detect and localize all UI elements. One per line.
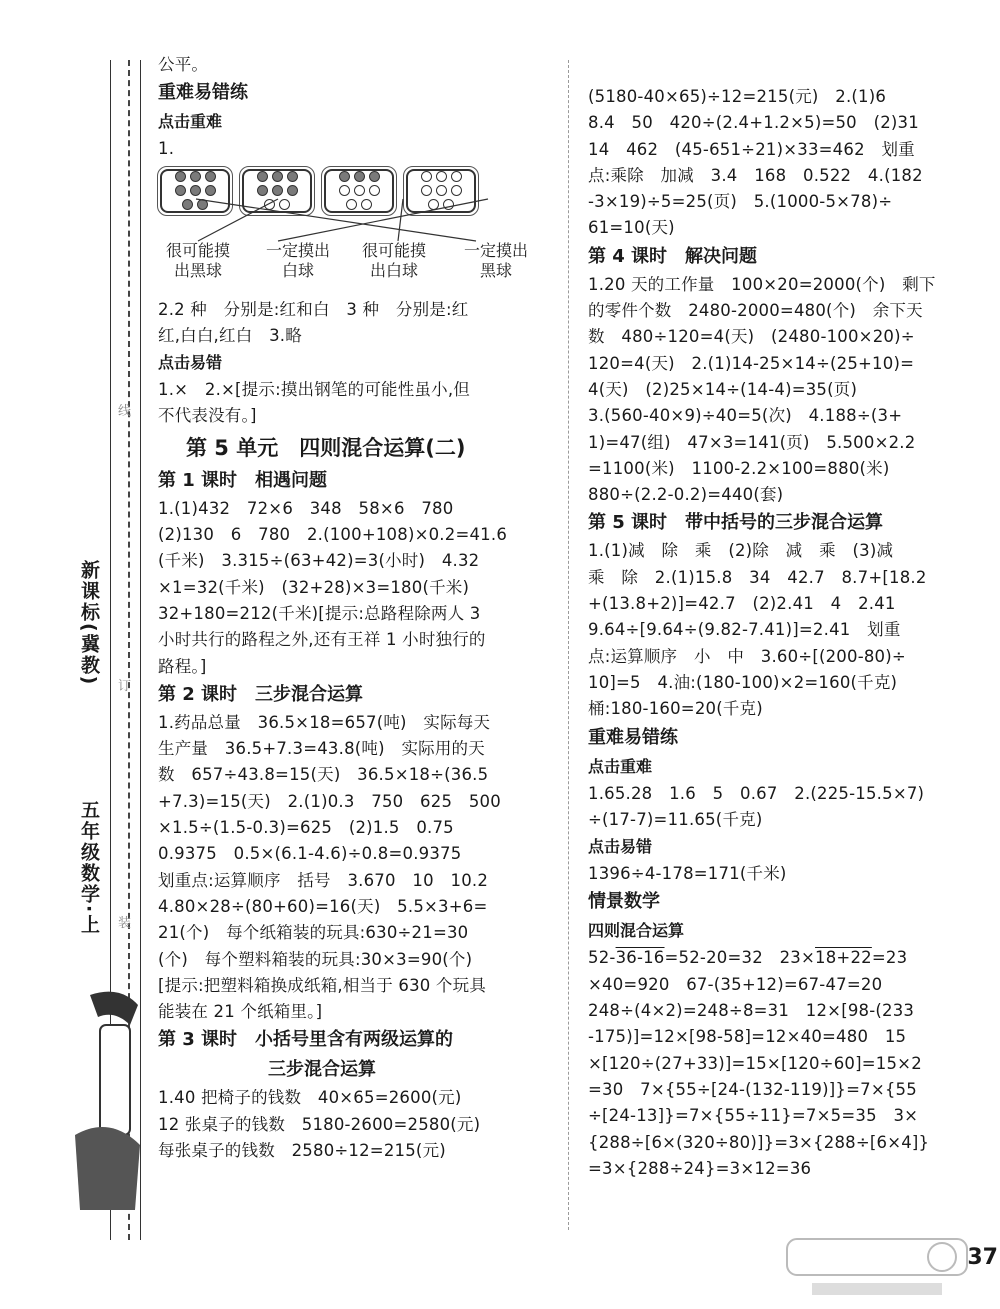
text-line: 21(个) 每个纸箱装的玩具:630÷21=30	[158, 923, 469, 943]
text-line: (个) 每个塑料箱装的玩具:30×3=90(个)	[158, 949, 473, 969]
text-line: ÷[24-13]}=7×{55÷11}=7×5=35 3×	[588, 1106, 919, 1126]
unit-title: 第 5 单元 四则混合运算(二)	[186, 435, 466, 460]
page-number: 37	[967, 1245, 998, 1270]
text-line: +(13.8+2)]=42.7 (2)2.41 4 2.41	[588, 594, 896, 614]
text-line: 1.× 2.×[提示:摸出钢笔的可能性虽小,但	[158, 380, 470, 400]
text-line: 红,白白,红白 3.略	[158, 325, 302, 345]
text-line: 4.80×28÷(80+60)=16(天) 5.5×3+6=	[158, 896, 488, 916]
text-line	[588, 945, 978, 971]
text-line: [提示:把塑料箱换成纸箱,相当于 630 个玩具	[158, 975, 487, 995]
text-line: 1.(1)432 72×6 348 58×6 780	[158, 498, 454, 518]
text-line: 小时共行的路程之外,还有王祥 1 小时独行的	[158, 630, 486, 650]
text-line: 划重点:运算顺序 括号 3.670 10 10.2	[158, 870, 489, 890]
text-line: ×[120÷(27+33)]=15×[120÷60]=15×2	[588, 1053, 922, 1073]
section-heading: 重难易错练	[588, 726, 678, 748]
brand-logo	[60, 985, 160, 1215]
text-line: {288÷[6×(320÷80)]}=3×{288÷[6×4]}	[588, 1132, 930, 1152]
text-fragment: 52-	[588, 948, 616, 968]
text-line: (千米) 3.315÷(63+42)=3(小时) 4.32	[158, 551, 480, 571]
text-line: 1.(1)减 除 乘 (2)除 减 乘 (3)减	[588, 541, 894, 561]
text-line: 数 657÷43.8=15(天) 36.5×18÷(36.5	[158, 765, 489, 785]
text-line: 2.2 种 分别是:红和白 3 种 分别是:红	[158, 299, 469, 319]
text-line: 32+180=212(千米)[提示:总路程除两人 3	[158, 603, 481, 623]
text-line: 1396÷4-178=171(千米)	[588, 864, 787, 884]
text-line: 0.9375 0.5×(6.1-4.6)÷0.8=0.9375	[158, 844, 462, 864]
text-line: 乘 除 2.(1)15.8 34 42.7 8.7+[18.2	[588, 567, 927, 587]
right-column	[588, 84, 978, 1182]
match-label: 很可能摸出白球	[361, 240, 426, 280]
text-line: 880÷(2.2-0.2)=440(套)	[588, 485, 784, 505]
section-heading: 重难易错练	[158, 82, 248, 104]
subsection-heading: 点击易错	[158, 353, 223, 373]
text-line: 4(天) (2)25×14÷(14-4)=35(页)	[588, 379, 858, 399]
text-line: =1100(米) 1100-2.2×100=880(米)	[588, 458, 890, 478]
overlined-expression: 18+22	[815, 948, 872, 968]
subsection-heading: 点击重难	[158, 112, 223, 132]
lesson-heading: 第 5 课时 带中括号的三步混合运算	[588, 512, 884, 534]
text-line: 生产量 36.5+7.3=43.8(吨) 实际用的天	[158, 739, 485, 759]
text-line: (5180-40×65)÷12=215(元) 2.(1)6	[588, 87, 887, 106]
text-line: 120=4(天) 2.(1)14-25×14÷(25+10)=	[588, 353, 915, 373]
text-line: 248÷(4×2)=248÷8=31 12×[98-(233	[588, 1001, 915, 1021]
match-labels	[158, 241, 553, 297]
text-line: =30 7×{55÷[24-(132-119)]}=7×{55	[588, 1079, 917, 1099]
binding-mark-xian: 线	[118, 404, 132, 419]
text-line: ×1=32(千米) (32+28)×3=180(千米)	[158, 577, 470, 597]
text-line: 公平。	[158, 55, 209, 74]
overlined-expression: 36-16	[615, 948, 665, 968]
text-line: +7.3)=15(天) 2.(1)0.3 750 625 500	[158, 791, 501, 811]
lesson-heading: 第 3 课时 小括号里含有两级运算的	[158, 1029, 454, 1051]
text-line: 数 480÷120=4(天) (2480-100×20)÷	[588, 327, 915, 347]
watermark-logo	[782, 1231, 972, 1301]
text-line: 1.65.28 1.6 5 0.67 2.(225-15.5×7)	[588, 783, 925, 803]
text-line: 10]=5 4.油:(180-100)×2=160(千克)	[588, 672, 898, 692]
text-line: 点:运算顺序 小 中 3.60÷[(200-80)÷	[588, 646, 906, 666]
text-line: 3.(560-40×9)÷40=5(次) 4.188÷(3+	[588, 406, 903, 426]
lesson-heading: 第 2 课时 三步混合运算	[158, 683, 364, 705]
text-line: 能装在 21 个纸箱里。]	[158, 1002, 323, 1022]
lesson-heading-cont: 三步混合运算	[268, 1059, 376, 1081]
text-line: 路程。]	[158, 656, 207, 676]
text-line: 12 张桌子的钱数 5180-2600=2580(元)	[158, 1114, 481, 1134]
text-fragment: =52-20=32 23×	[664, 948, 816, 968]
lesson-heading: 第 1 课时 相遇问题	[158, 469, 328, 491]
question-number: 1.	[158, 139, 175, 159]
match-label: 一定摸出白球	[265, 240, 330, 280]
lesson-heading: 第 4 课时 解决问题	[588, 245, 758, 267]
subsection-heading: 点击重难	[588, 756, 653, 776]
section-heading: 情景数学	[588, 891, 660, 913]
text-line: ÷(17-7)=11.65(千克)	[588, 809, 763, 829]
series-label: 新课标(冀教)	[78, 560, 100, 687]
match-label: 很可能摸出黑球	[165, 240, 230, 280]
text-line: 每张桌子的钱数 2580÷12=215(元)	[158, 1141, 446, 1161]
text-line: 的零件个数 2480-2000=480(个) 余下天	[588, 301, 923, 321]
watermark-graphic	[782, 1231, 972, 1301]
text-line: 点:乘除 加减 3.4 168 0.522 4.(182	[588, 165, 923, 185]
text-line: ×40=920 67-(35+12)=67-47=20	[588, 974, 883, 994]
binding-mark-ding: 订	[118, 679, 132, 694]
text-line: 1.药品总量 36.5×18=657(吨) 实际每天	[158, 712, 491, 732]
text-line: 桶:180-160=20(千克)	[588, 699, 763, 719]
text-line: 1.20 天的工作量 100×20=2000(个) 剩下	[588, 274, 936, 294]
matching-lines	[158, 197, 538, 247]
text-line: 1)=47(组) 47×3=141(页) 5.500×2.2	[588, 432, 916, 452]
text-line: (2)130 6 780 2.(100+108)×0.2=41.6	[158, 525, 508, 545]
text-line: ×1.5÷(1.5-0.3)=625 (2)1.5 0.75	[158, 818, 454, 838]
text-line: 61=10(天)	[588, 218, 675, 238]
left-column	[158, 52, 553, 1164]
binding-mark-zhuang: 装	[118, 916, 132, 931]
logo-graphic	[60, 985, 160, 1215]
text-fragment: =23	[871, 948, 908, 968]
column-divider	[568, 60, 569, 1230]
text-line: -175)]=12×[98-58]=12×40=480 15	[588, 1027, 907, 1047]
text-line: 不代表没有。]	[158, 406, 257, 426]
subsection-heading: 四则混合运算	[588, 921, 685, 941]
text-line: =3×{288÷24}=3×12=36	[588, 1158, 812, 1178]
match-label: 一定摸出黑球	[463, 240, 528, 280]
text-line: -3×19)÷5=25(页) 5.(1000-5×78)÷	[588, 192, 893, 212]
text-line: 1.40 把椅子的钱数 40×65=2600(元)	[158, 1088, 462, 1108]
grade-label: 五年级数学·上	[78, 800, 100, 936]
subsection-heading: 点击易错	[588, 837, 653, 857]
text-line: 8.4 50 420÷(2.4+1.2×5)=50 (2)31	[588, 113, 919, 133]
text-line: 9.64÷[9.64÷(9.82-7.41)]=2.41 划重	[588, 620, 901, 640]
text-line: 14 462 (45-651÷21)×33=462 划重	[588, 139, 915, 159]
